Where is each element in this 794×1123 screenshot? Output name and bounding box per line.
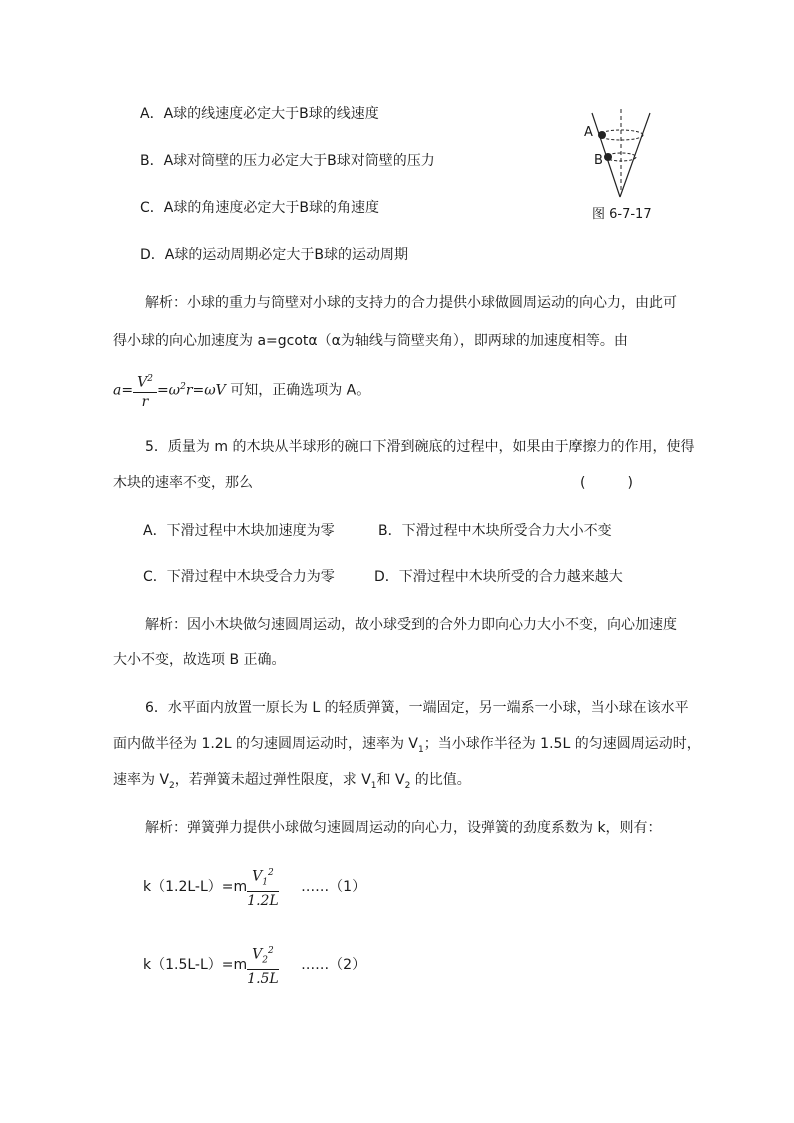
analysis-q4-line2: 得小球的向心加速度为 a=gcotα（α为轴线与筒壁夹角），即两球的加速度相等。由 [113,333,628,349]
q6-line2-part-b: ；当小球作半径为 1.5L 的匀速圆周运动时， [423,736,701,752]
formula-rhs-2: r=ωV [185,382,226,399]
option-a: A．A球的线速度必定大于B球的线速度 [140,106,379,122]
q6-analysis: 解析：弹簧弹力提供小球做匀速圆周运动的向心力，设弹簧的劲度系数为 k，则有： [145,820,662,836]
ball-b [604,153,612,161]
q6-v2-subscript-b: 2 [404,780,411,791]
eq2-tag: ……（2） [301,957,367,974]
eq2-lhs: k（1.5L-L）=m [143,957,248,974]
formula-fraction [133,370,157,411]
q5-option-b: B．下滑过程中木块所受合力大小不变 [378,523,612,539]
figure-label-a: A [584,125,593,140]
q6-line3-part-d: 的比值。 [410,772,471,788]
q6-line3 [113,770,471,796]
q5-analysis-line2: 大小不变，故选项 B 正确。 [113,652,286,668]
q6-v1-subscript: 1 [418,744,424,755]
q6-line3-part-c: 和 V [376,772,405,788]
eq1-denominator: 1.2L [247,893,279,910]
eq2-denominator: 1.5L [247,971,279,988]
q6-v1-subscript-b: 1 [370,780,377,791]
figure-caption: 图 6-7-17 [592,207,652,222]
equation-1 [143,864,366,910]
analysis-q4-conclusion: 可知，正确选项为 A。 [230,382,371,399]
formula-lhs: a= [113,382,134,399]
frac-denominator: r [141,393,149,410]
eq1-lhs: k（1.2L-L）=m [143,879,248,896]
q5-line1: 5．质量为 m 的木块从半球形的碗口下滑到碗底的过程中，如果由于摩擦力的作用，使得 [145,439,695,455]
eq2-numerator: V [252,946,263,963]
q5-line2: 木块的速率不变，那么 [113,475,253,491]
option-b: B．A球对筒壁的压力必定大于B球对筒壁的压力 [140,153,435,169]
q5-answer-bracket: ( ) [580,475,633,491]
option-c: C．A球的角速度必定大于B球的角速度 [140,200,379,216]
frac-numerator-sup: 2 [147,374,153,385]
q6-line3-part-b: ，若弹簧未超过弹性限度，求 V [174,772,371,788]
equation-2 [143,942,366,988]
formula-rhs-1: =ω [156,382,181,399]
analysis-q4-line1: 解析：小球的重力与筒壁对小球的支持力的合力提供小球做圆周运动的向心力，由此可 [145,295,677,311]
q6-v2-subscript: 2 [169,780,175,791]
ball-a [598,131,606,139]
q5-analysis-line1: 解析：因小木块做匀速圆周运动，故小球受到的合外力即向心力大小不变，向心加速度 [145,617,677,633]
figure-label-b: B [594,153,603,168]
eq1-numerator: V [252,868,263,885]
q5-option-a: A．下滑过程中木块加速度为零 [143,523,335,539]
q6-line2 [113,734,701,760]
eq1-numerator-sup: 2 [268,868,274,878]
analysis-q4-formula-line [113,367,370,411]
eq1-fraction [247,864,279,910]
q6-line1: 6．水平面内放置一原长为 L 的轻质弹簧，一端固定，另一端系一小球，当小球在该水平 [145,700,689,716]
eq2-numerator-sub: 2 [262,955,268,966]
q6-line2-part-a: 面内做半径为 1.2L 的匀速圆周运动时，速率为 V [113,736,418,752]
q6-line3-part-a: 速率为 V [113,772,170,788]
eq2-fraction [247,942,279,988]
option-d: D．A球的运动周期必定大于B球的运动周期 [140,247,408,263]
eq1-numerator-sub: 1 [262,877,268,888]
eq2-numerator-sup: 2 [268,946,274,956]
formula-rhs-sup: 2 [180,382,186,392]
frac-numerator: V [137,374,148,391]
q5-option-c: C．下滑过程中木块受合力为零 [143,569,335,585]
eq1-tag: ……（1） [301,879,367,896]
q5-option-d: D．下滑过程中木块所受的合力越来越大 [374,569,623,585]
